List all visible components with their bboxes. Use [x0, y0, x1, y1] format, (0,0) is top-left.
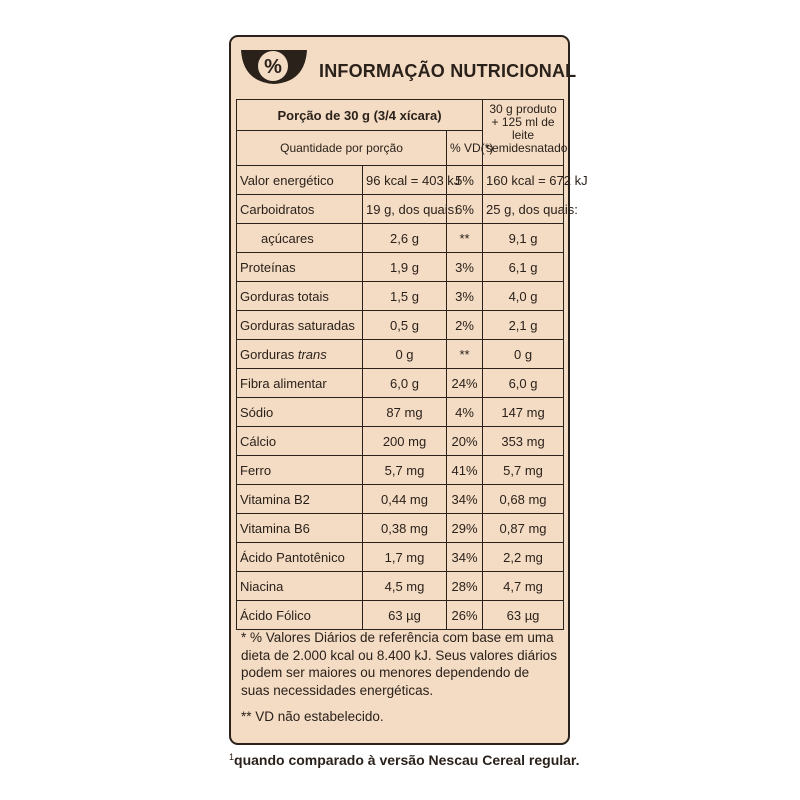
per-portion-value: 1,5 g — [363, 282, 447, 311]
per-portion-value: 0,44 mg — [363, 485, 447, 514]
table-row — [237, 166, 564, 195]
nutrient-label: Sódio — [237, 398, 363, 427]
caption-text: quando comparado à versão Nescau Cereal regular. — [234, 752, 580, 768]
with-milk-value: 0 g — [483, 340, 564, 369]
with-milk-value: 4,0 g — [483, 282, 564, 311]
nutrient-label: Carboidratos — [237, 195, 363, 224]
per-portion-value: 0 g — [363, 340, 447, 369]
with-milk-value: 353 mg — [483, 427, 564, 456]
qty-header: Quantidade por porção — [237, 131, 447, 166]
nutrient-label: Ferro — [237, 456, 363, 485]
per-portion-value: 200 mg — [363, 427, 447, 456]
table-row — [237, 398, 564, 427]
nutrition-table — [236, 99, 588, 630]
nutrient-label-text: Gorduras — [240, 346, 295, 362]
daily-value-percent: ** — [447, 340, 483, 369]
with-milk-value: 4,7 mg — [483, 572, 564, 601]
nutrient-label: Ácido Fólico — [237, 601, 363, 630]
daily-value-percent: ** — [447, 224, 483, 253]
daily-value-percent: 34% — [447, 543, 483, 572]
nutrient-label: Gorduras totais — [237, 282, 363, 311]
panel-title: INFORMAÇÃO NUTRICIONAL — [319, 61, 577, 81]
panel-header — [231, 37, 577, 97]
table-row — [237, 572, 564, 601]
header-row-portion — [237, 100, 564, 131]
table-row — [237, 195, 564, 224]
daily-value-percent: 6% — [447, 195, 483, 224]
with-milk-value: 2,2 mg — [483, 543, 564, 572]
per-portion-value: 1,7 mg — [363, 543, 447, 572]
nutrient-label: Vitamina B6 — [237, 514, 363, 543]
with-milk-value: 6,0 g — [483, 369, 564, 398]
nutrient-label: Vitamina B2 — [237, 485, 363, 514]
nutrient-label: Valor energético — [237, 166, 363, 195]
table-row — [237, 514, 564, 543]
footnote-not-established: ** VD não estabelecido. — [241, 709, 384, 724]
milk-header: 30 g produto + 125 ml de leite semidesnatado — [483, 100, 564, 166]
with-milk-value: 63 µg — [483, 601, 564, 630]
footnote-daily-values: * % Valores Diários de referência com base em uma dieta de 2.000 kcal ou 8.400 kJ. Seus valores diários podem ser maiores ou menores dependendo de suas necessidades energéticas. — [241, 630, 557, 698]
daily-value-percent: 41% — [447, 456, 483, 485]
per-portion-value: 2,6 g — [363, 224, 447, 253]
table-row — [237, 253, 564, 282]
table-row — [237, 340, 564, 369]
daily-value-percent: 26% — [447, 601, 483, 630]
table-row — [237, 282, 564, 311]
nutrient-label — [237, 340, 363, 369]
with-milk-value: 147 mg — [483, 398, 564, 427]
table-row — [237, 601, 564, 630]
per-portion-value: 1,9 g — [363, 253, 447, 282]
nutrient-label-italic: trans — [297, 346, 327, 362]
vd-header: % VD(*) — [447, 131, 483, 166]
daily-value-percent: 34% — [447, 485, 483, 514]
with-milk-value: 9,1 g — [483, 224, 564, 253]
daily-value-percent: 3% — [447, 253, 483, 282]
per-portion-value: 4,5 mg — [363, 572, 447, 601]
with-milk-value: 2,1 g — [483, 311, 564, 340]
with-milk-value: 0,68 mg — [483, 485, 564, 514]
per-portion-value: 6,0 g — [363, 369, 447, 398]
footnotes — [241, 629, 561, 726]
with-milk-value: 25 g, dos quais: — [483, 195, 564, 224]
nutrient-label: Proteínas — [237, 253, 363, 282]
with-milk-value: 5,7 mg — [483, 456, 564, 485]
with-milk-value: 160 kcal = 672 kJ — [483, 166, 564, 195]
nutrition-facts-panel — [229, 35, 588, 745]
table-row — [237, 485, 564, 514]
percent-bowl-icon — [239, 44, 309, 88]
nutrient-label: Cálcio — [237, 427, 363, 456]
per-portion-value: 19 g, dos quais: — [363, 195, 447, 224]
nutrient-label: açúcares — [237, 224, 363, 253]
daily-value-percent: 3% — [447, 282, 483, 311]
table-row — [237, 456, 564, 485]
daily-value-percent: 2% — [447, 311, 483, 340]
table-row — [237, 543, 564, 572]
per-portion-value: 87 mg — [363, 398, 447, 427]
with-milk-value: 0,87 mg — [483, 514, 564, 543]
per-portion-value: 0,5 g — [363, 311, 447, 340]
per-portion-value: 0,38 mg — [363, 514, 447, 543]
daily-value-percent: 28% — [447, 572, 483, 601]
table-row — [237, 311, 564, 340]
nutrient-label: Ácido Pantotênico — [237, 543, 363, 572]
daily-value-percent: 29% — [447, 514, 483, 543]
caption-marker: 1 — [229, 752, 235, 762]
daily-value-percent: 24% — [447, 369, 483, 398]
nutrient-label: Fibra alimentar — [237, 369, 363, 398]
table-row — [237, 427, 564, 456]
daily-value-percent: 5% — [447, 166, 483, 195]
portion-header: Porção de 30 g (3/4 xícara) — [237, 100, 483, 131]
per-portion-value: 5,7 mg — [363, 456, 447, 485]
caption — [229, 752, 579, 768]
daily-value-percent: 20% — [447, 427, 483, 456]
nutrient-label: Niacina — [237, 572, 363, 601]
daily-value-percent: 4% — [447, 398, 483, 427]
per-portion-value: 63 µg — [363, 601, 447, 630]
nutrient-label: Gorduras saturadas — [237, 311, 363, 340]
table-row — [237, 224, 564, 253]
table-row — [237, 369, 564, 398]
per-portion-value: 96 kcal = 403 kJ — [363, 166, 447, 195]
svg-text:%: % — [264, 56, 282, 78]
with-milk-value: 6,1 g — [483, 253, 564, 282]
